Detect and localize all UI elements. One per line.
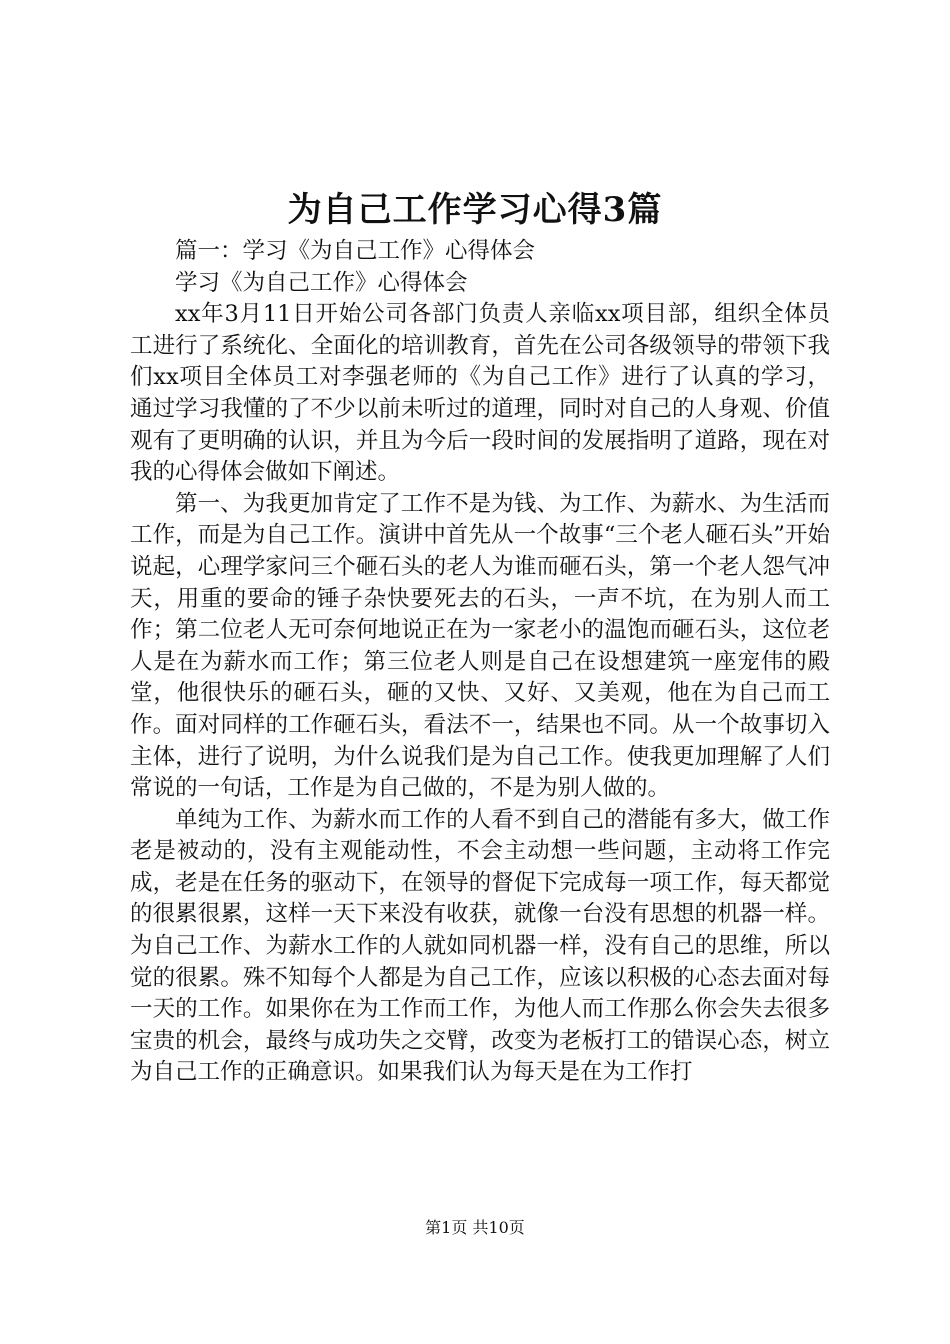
document-title: 为自己工作学习心得3篇 (287, 190, 663, 230)
section-heading: 篇一：学习《为自己工作》心得体会 (175, 238, 536, 264)
page-footer: 第1页 共10页 (425, 1218, 525, 1237)
document-body (130, 236, 830, 1089)
article-subtitle: 学习《为自己工作》心得体会 (175, 269, 468, 296)
paragraph-salary-work: 单纯为工作、为薪水而工作的人看不到自己的潜能有多大，做工作老是被动的，没有主观能动性，不会主动想一些问题，主动将工作完成，老是在任务的驱动下，在领导的督促下完成每一项工作，每天都觉的很累很累，这样一天下来没有收获，就像一台没有思想的机器一样。为自己工作、为薪水工作的人就如同机器一样，没有自己的思维，所以觉的很累。殊不知每个人都是为自己工作，应该以积极的心态去面对每一天的工作。如果你在为工作而工作，为他人而工作那么你会失去很多宝贵的机会，最终与成功失之交臂，改变为老板打工的错误心态，树立为自己工作的正确意识。如果我们认为每天是在为工作打 (130, 806, 830, 1086)
paragraph-first-point: 第一、为我更加肯定了工作不是为钱、为工作、为薪水、为生活而工作，而是为自己工作。演讲中首先从一个故事“三个老人砸石头”开始说起，心理学家问三个砸石头的老人为谁而砸石头，第一个老人怨气冲天，用重的要命的锤子杂快要死去的石头，一声不坑，在为别人而工作；第二位老人无可奈何地说正在为一家老小的温饱而砸石头，这位老人是在为薪水而工作；第三位老人则是自己在设想建筑一座宠伟的殿堂，他很快乐的砸石头，砸的又快、又好、又美观，他在为自己而工作。面对同样的工作砸石头，看法不一，结果也不同。从一个故事切入主体，进行了说明，为什么说我们是为自己工作。使我更加理解了人们常说的一句话，工作是为自己做的，不是为别人做的。 (130, 490, 830, 802)
paragraph-intro: xx年3月11日开始公司各部门负责人亲临xx项目部，组织全体员工进行了系统化、全面化的培训教育，首先在公司各级领导的带领下我们xx项目全体员工对李强老师的《为自己工作》进行了认真的学习，通过学习我懂的了不少以前未听过的道理，同时对自己的人身观、价值观有了更明确的认识，并且为今后一段时间的发展指明了道路，现在对我的心得体会做如下阐述。 (130, 301, 830, 486)
